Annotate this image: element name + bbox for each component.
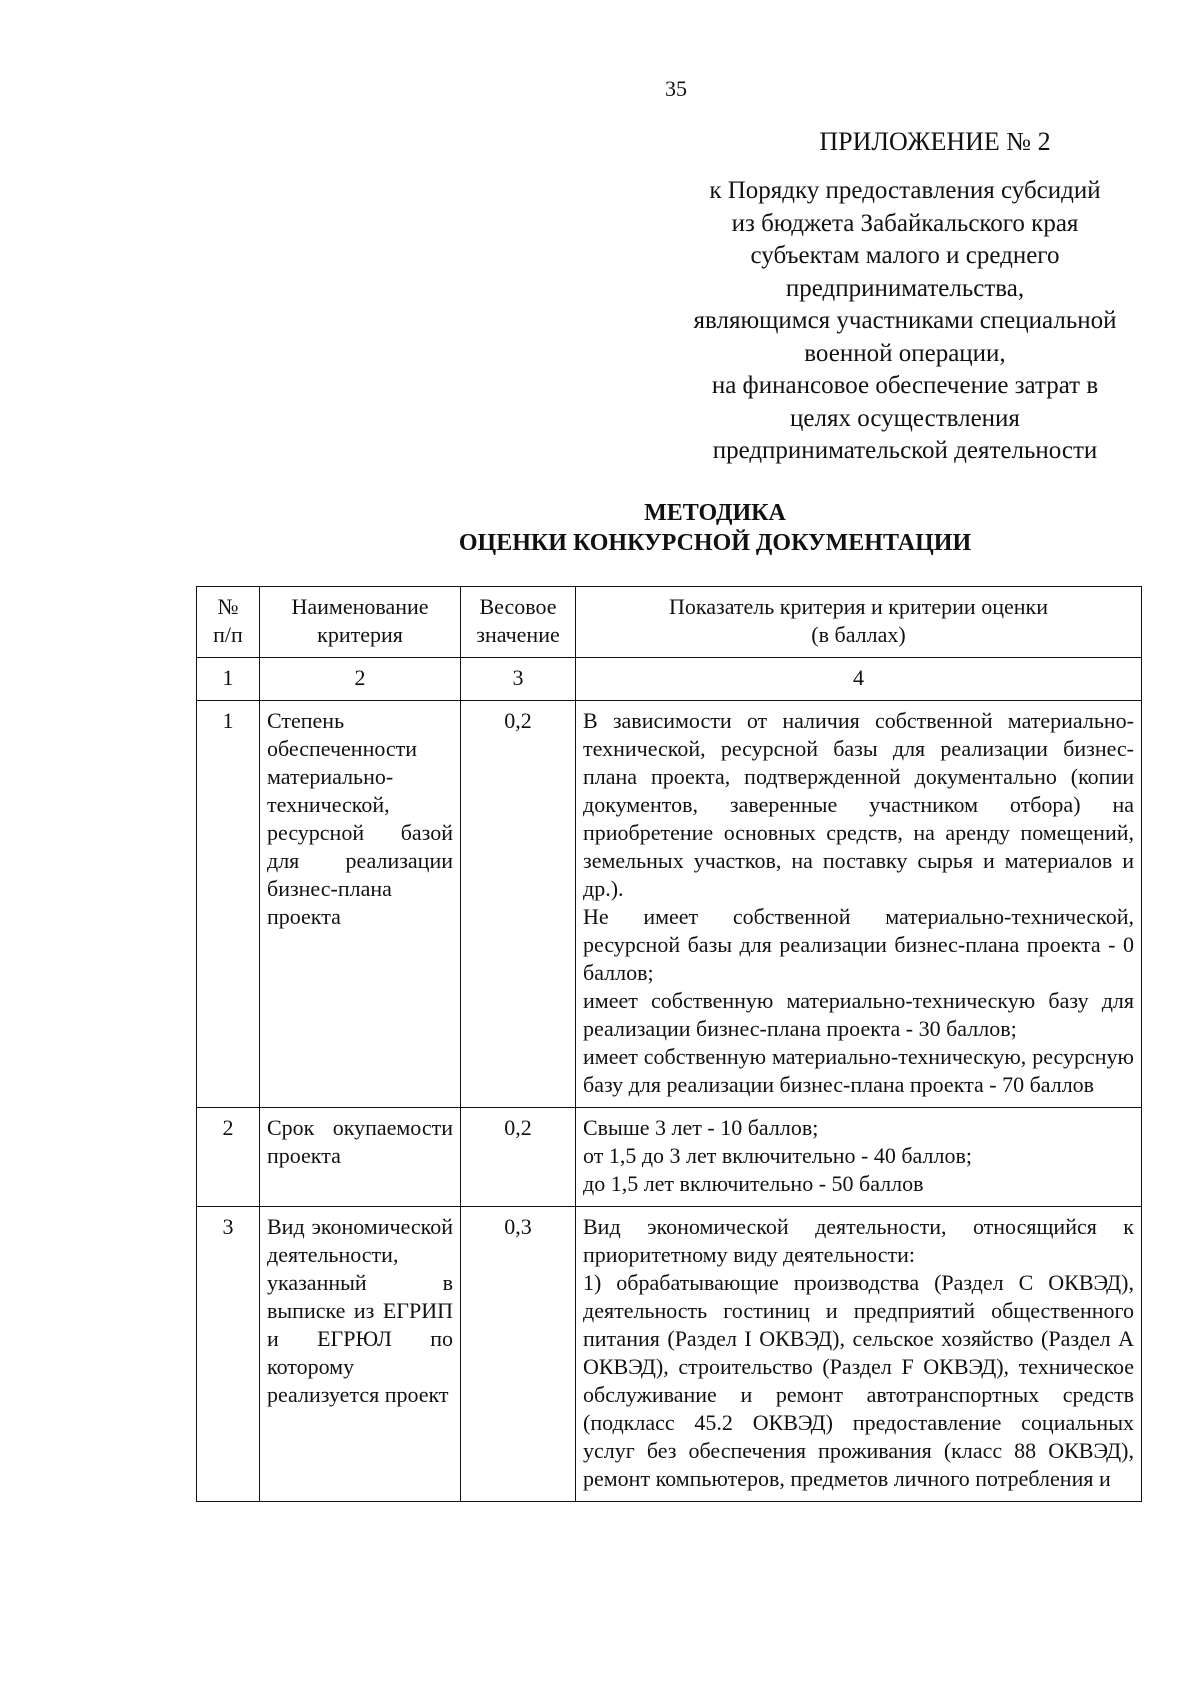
- heading-line-1: МЕТОДИКА: [644, 500, 786, 526]
- appendix-line: из бюджета Забайкальского края: [731, 209, 1079, 237]
- appendix-title: ПРИЛОЖЕНИЕ № 2: [819, 127, 1051, 156]
- criterion-weight: 0,3: [461, 1207, 576, 1502]
- criteria-table: [196, 586, 1142, 1502]
- header-name: [260, 587, 461, 658]
- criterion-description: [576, 1207, 1142, 1502]
- header-text: критерия: [317, 622, 403, 647]
- description-paragraph: имеет собственную материально-техническую базу для реализации бизнес-плана проекта - 30 баллов;: [583, 988, 1134, 1041]
- criterion-name: [260, 1207, 461, 1502]
- header-weight: [461, 587, 576, 658]
- header-text: Наименование: [291, 594, 429, 619]
- heading-line-2: ОЦЕНКИ КОНКУРСНОЙ ДОКУМЕНТАЦИИ: [458, 530, 972, 556]
- description-paragraph: до 1,5 лет включительно - 50 баллов: [583, 1171, 924, 1196]
- column-number: 4: [576, 658, 1142, 701]
- description-paragraph: 1) обрабатывающие производства (Раздел С ОКВЭД), деятельность гостиниц и предприятий общественного питания (Раздел I ОКВЭД), сельское хозяйство (Раздел А ОКВЭД), строительство (Раздел F ОКВЭД), техническое обслуживание и ремонт автотранспортных средств (подкласс 45.2 ОКВЭД) предоставление социальных услуг без обеспечения проживания (класс 88 ОКВЭД), ремонт компьютеров, предметов личного потребления и: [583, 1270, 1134, 1491]
- appendix-line: предпринимательства,: [785, 274, 1025, 302]
- criterion-name: [260, 701, 461, 1108]
- page-number: 35: [665, 76, 687, 101]
- column-number: 3: [461, 658, 576, 701]
- column-number: 2: [260, 658, 461, 701]
- document-heading: [390, 498, 1040, 558]
- appendix-line: целях осуществления: [790, 404, 1020, 432]
- header-text: значение: [476, 622, 560, 647]
- row-number: 1: [197, 701, 260, 1108]
- criterion-weight: 0,2: [461, 701, 576, 1108]
- description-paragraph: Вид экономической деятельности, относящийся к приоритетному виду деятельности:: [583, 1214, 1134, 1267]
- appendix-subtitle: [650, 175, 1160, 468]
- table-row: [197, 1108, 1142, 1207]
- criterion-name: [260, 1108, 461, 1207]
- header-text: (в баллах): [811, 622, 906, 647]
- appendix-line: военной операции,: [804, 339, 1006, 367]
- row-number: 2: [197, 1108, 260, 1207]
- header-description: [576, 587, 1142, 658]
- criterion-name-text: Степень обеспеченности материально-технической, ресурсной базой для реализации бизнес-плана проекта: [267, 708, 453, 929]
- criterion-name-text: Вид экономической деятельности, указанный в выписке из ЕГРИП и ЕГРЮЛ по которому реализуется проект: [267, 1214, 453, 1407]
- description-paragraph: В зависимости от наличия собственной материально-технической, ресурсной базы для реализации бизнес-плана проекта, подтвержденной документально (копии документов, заверенные участником отбора) на приобретение основных средств, на аренду помещений, земельных участков, на поставку сырья и материалов и др.).: [583, 708, 1134, 901]
- criterion-description: [576, 701, 1142, 1108]
- description-paragraph: Не имеет собственной материально-технической, ресурсной базы для реализации бизнес-плана проекта - 0 баллов;: [583, 904, 1134, 985]
- appendix-line: предпринимательской деятельности: [712, 437, 1098, 464]
- table-header-row: [197, 587, 1142, 658]
- criterion-description: [576, 1108, 1142, 1207]
- appendix-line: к Порядку предоставления субсидий: [709, 177, 1101, 204]
- column-number: 1: [197, 658, 260, 701]
- column-number-row: [197, 658, 1142, 701]
- criterion-weight: 0,2: [461, 1108, 576, 1207]
- table-row: [197, 1207, 1142, 1502]
- appendix-line: на финансовое обеспечение затрат в: [711, 372, 1099, 399]
- row-number: 3: [197, 1207, 260, 1502]
- appendix-line: субъектам малого и среднего: [750, 242, 1060, 269]
- header-text: п/п: [213, 622, 243, 647]
- table-row: [197, 701, 1142, 1108]
- header-num: [197, 587, 260, 658]
- header-text: №: [217, 594, 239, 619]
- description-paragraph: имеет собственную материально-техническую, ресурсную базу для реализации бизнес-плана проекта - 70 баллов: [583, 1044, 1134, 1097]
- header-text: Показатель критерия и критерии оценки: [669, 594, 1048, 619]
- criterion-name-text: Срок окупаемости проекта: [267, 1115, 453, 1168]
- appendix-line: являющимся участниками специальной: [693, 307, 1117, 334]
- description-paragraph: Свыше 3 лет - 10 баллов;: [583, 1115, 819, 1140]
- description-paragraph: от 1,5 до 3 лет включительно - 40 баллов;: [583, 1143, 972, 1168]
- header-text: Весовое: [479, 594, 557, 619]
